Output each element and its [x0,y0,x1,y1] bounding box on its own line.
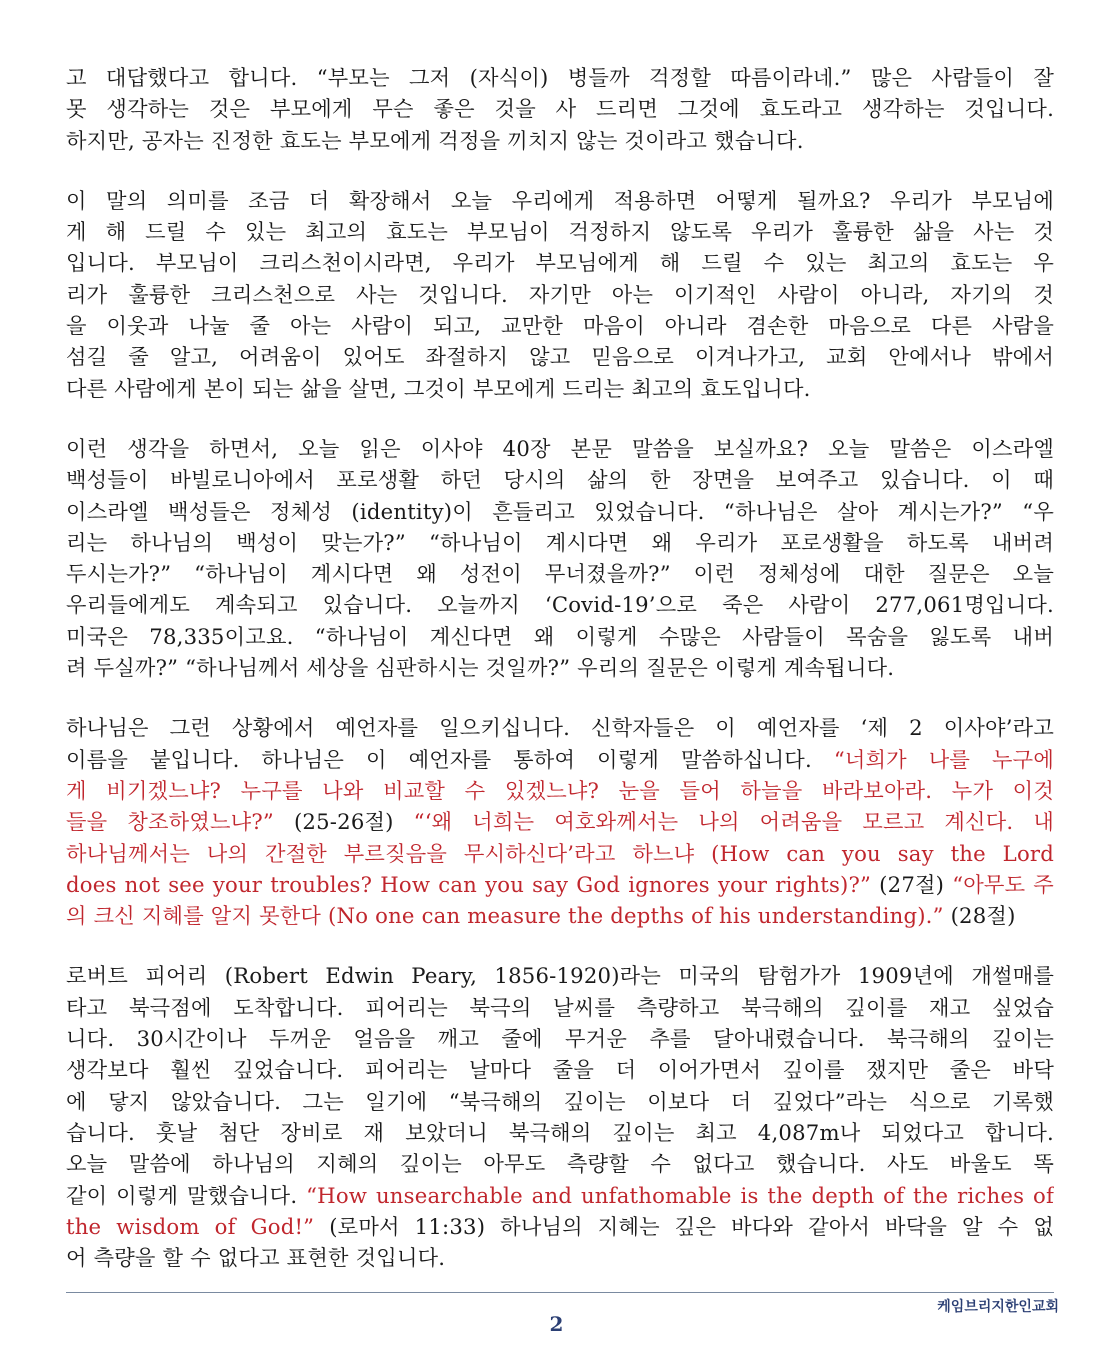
text-segment: (25-26절) [273,809,414,835]
scripture-quote: “‘왜 너희는 여호와께서는 나의 어려움을 모르고 계신다. 내 [413,809,1054,835]
scripture-quote: “아무도 주 [952,871,1054,897]
text-line [66,1180,1054,1211]
scripture-quote: the wisdom of God!” [66,1213,315,1239]
text-segment: 두시는가?” “하나님이 계시다면 왜 성전이 무너졌을까?” 이런 정체성에 대한 질문은 오늘 [66,561,1054,587]
text-segment: 로버트 피어리 (Robert Edwin Peary, 1856-1920)라는 미국의 탐험가가 1909년에 개썰매를 [66,963,1054,989]
text-segment: 하나님은 그런 상황에서 예언자를 일으키십니다. 신학자들은 이 예언자를 ‘제 2 이사야’라고 [66,715,1054,741]
text-segment: 게 해 드릴 수 있는 최고의 효도는 부모님이 걱정하지 않도록 우리가 훌륭한 삶을 사는 것 [66,219,1054,245]
text-line [66,62,1054,93]
text-line [66,341,1054,372]
text-line [66,279,1054,310]
text-segment: 백성들이 바빌로니아에서 포로생활 하던 당시의 삶의 한 장면을 보여주고 있습니다. 이 때 [66,467,1054,493]
scripture-quote: 하나님께서는 나의 간절한 부르짖음을 무시하신다’라고 하느냐 (How can you say the Lord [66,840,1054,866]
text-line [66,589,1054,620]
text-line [66,775,1054,806]
text-segment: 에 닿지 않았습니다. 그는 일기에 “북극해의 깊이는 이보다 더 깊었다”라는 식으로 기록했 [66,1088,1054,1114]
scripture-quote: “How unsearchable and unfathomable is the depth of the riches of [306,1182,1054,1208]
text-line [66,621,1054,652]
scripture-quote: 들을 창조하였느냐?” [66,809,274,835]
page-body [66,62,1054,1302]
text-segment: 을 이웃과 나눌 줄 아는 사람이 되고, 교만한 마음이 아니라 겸손한 마음으로 다른 사람을 [66,313,1054,339]
text-segment: 니다. 30시간이나 두꺼운 얼음을 깨고 줄에 무거운 추를 달아내렸습니다. 북극해의 깊이는 [66,1026,1054,1052]
text-line [66,247,1054,278]
text-segment: 리가 훌륭한 크리스천으로 사는 것입니다. 자기만 아는 이기적인 사람이 아니라, 자기의 것 [66,281,1054,307]
text-line [66,310,1054,341]
text-segment: 이 말의 의미를 조금 더 확장해서 오늘 우리에게 적용하면 어떻게 될까요? 우리가 부모님에 [66,187,1054,213]
text-line [66,900,1054,931]
text-line [66,652,1054,683]
text-line [66,1086,1054,1117]
paragraph [66,185,1054,404]
text-segment: 하지만, 공자는 진정한 효도는 부모에게 걱정을 끼치지 않는 것이라고 했습니다. [66,127,804,153]
text-line [66,1023,1054,1054]
text-segment: 섬길 줄 알고, 어려움이 있어도 좌절하지 않고 믿음으로 이겨나가고, 교회 안에서나 밖에서 [66,344,1054,370]
scripture-quote: “너희가 나를 누구에 [833,746,1054,772]
text-line [66,992,1054,1023]
text-line [66,527,1054,558]
text-line [66,1211,1054,1242]
text-line [66,1148,1054,1179]
text-line [66,373,1054,404]
text-line [66,558,1054,589]
church-name: 케임브리지한인교회 [937,1299,1059,1315]
text-line [66,712,1054,743]
text-segment: (로마서 11:33) 하나님의 지혜는 깊은 바다와 같아서 바닥을 알 수 없 [314,1213,1054,1239]
text-segment: 습니다. 훗날 첨단 장비로 재 보았더니 북극해의 깊이는 최고 4,087m나 되었다고 합니다. [66,1119,1054,1145]
text-segment: 이름을 붙입니다. 하나님은 이 예언자를 통하여 이렇게 말씀하십니다. [66,746,834,772]
text-segment: 못 생각하는 것은 부모에게 무슨 좋은 것을 사 드리면 그것에 효도라고 생각하는 것입니다. [66,96,1054,122]
text-line [66,464,1054,495]
text-line [66,960,1054,991]
text-segment: 려 두실까?” “하나님께서 세상을 심판하시는 것일까?” 우리의 질문은 이렇게 계속됩니다. [66,655,895,681]
text-line [66,93,1054,124]
scripture-quote: 게 비기겠느냐? 누구를 나와 비교할 수 있겠느냐? 눈을 들어 하늘을 바라보아라. 누가 이것 [66,777,1054,803]
page-number: 2 [549,1312,564,1336]
text-line [66,1117,1054,1148]
text-segment: 리는 하나님의 백성이 맞는가?” “하나님이 계시다면 왜 우리가 포로생활을 하도록 내버려 [66,529,1054,555]
text-line [66,216,1054,247]
text-segment: (28절) [943,903,1016,929]
text-segment: 타고 북극점에 도착합니다. 피어리는 북극의 날씨를 측량하고 북극해의 깊이를 재고 싶었습 [66,994,1054,1020]
paragraph [66,433,1054,683]
scripture-quote: does not see your troubles? How can you say God ignores your rights)?” [66,871,872,897]
text-segment: 미국은 78,335이고요. “하나님이 계신다면 왜 이렇게 수많은 사람들이 목숨을 잃도록 내버 [66,623,1054,649]
text-segment: 오늘 말씀에 하나님의 지혜의 깊이는 아무도 측량할 수 없다고 했습니다. 사도 바울도 똑 [66,1151,1054,1177]
paragraph [66,960,1054,1273]
text-segment: 우리들에게도 계속되고 있습니다. 오늘까지 ‘Covid-19’으로 죽은 사람이 277,061명입니다. [66,592,1054,618]
text-segment: (27절) [871,871,953,897]
sermon-text [66,62,1054,1273]
text-line [66,838,1054,869]
text-segment: 고 대답했다고 합니다. “부모는 그저 (자식이) 병들까 걱정할 따름이라네.” 많은 사람들이 잘 [66,65,1054,90]
text-segment: 입니다. 부모님이 크리스천이시라면, 우리가 부모님에게 해 드릴 수 있는 최고의 효도는 우 [66,250,1054,276]
text-line [66,1054,1054,1085]
text-line [66,185,1054,216]
text-segment: 다른 사람에게 본이 되는 삶을 살면, 그것이 부모에게 드리는 최고의 효도입니다. [66,375,811,401]
text-line [66,496,1054,527]
text-line [66,125,1054,156]
footer-divider [66,1292,1054,1293]
text-line [66,744,1054,775]
text-segment: 이스라엘 백성들은 정체성 (identity)이 흔들리고 있었습니다. “하나님은 살아 계시는가?” “우 [66,498,1054,524]
paragraph [66,712,1054,931]
text-segment: 생각보다 훨씬 깊었습니다. 피어리는 날마다 줄을 더 이어가면서 깊이를 쟀지만 줄은 바닥 [66,1057,1054,1083]
text-line [66,1242,1054,1273]
text-line [66,806,1054,837]
text-segment: 이런 생각을 하면서, 오늘 읽은 이사야 40장 본문 말씀을 보실까요? 오늘 말씀은 이스라엘 [66,435,1054,461]
scripture-quote: 의 크신 지혜를 알지 못한다 (No one can measure the depths of his understanding).” [66,903,944,929]
text-line [66,433,1054,464]
text-segment: 같이 이렇게 말했습니다. [66,1182,307,1208]
text-line [66,869,1054,900]
text-segment: 어 측량을 할 수 없다고 표현한 것입니다. [66,1245,446,1271]
paragraph [66,62,1054,156]
